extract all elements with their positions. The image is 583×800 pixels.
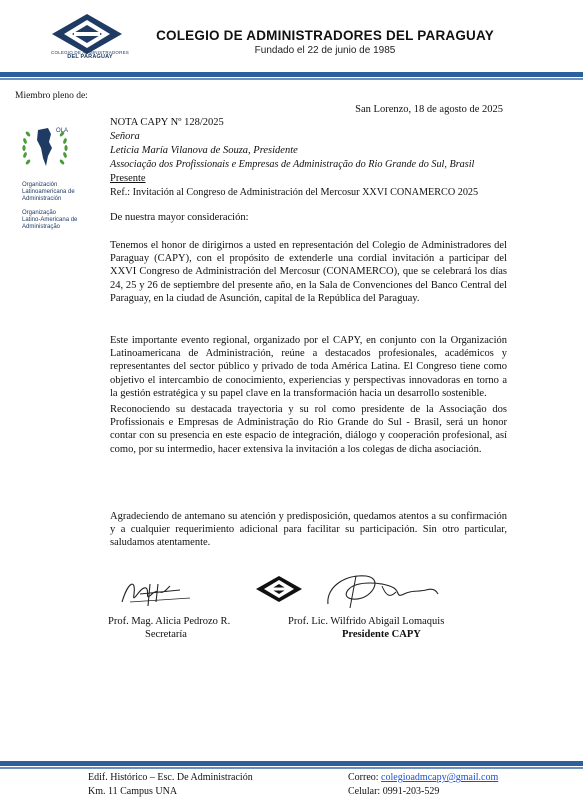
ola-pt-line2: Latino-Americana de [22,216,78,223]
ola-logo [18,122,80,174]
ola-name-es [22,182,102,202]
paragraph-4: Agradeciendo de antemano su atención y predisposición, quedamos atentos a su confirmación y a cualquier requerimiento adicional para facilitar su participación. Sin otro particular, saludamos atentamente. [110,511,507,549]
footer-email-label: Correo: [348,772,382,783]
reference-line: Ref.: Invitación al Congreso de Administración del Mercosur XXVI CONAMERCO 2025 [110,187,479,198]
ola-es-line3: Administración [22,195,62,202]
capy-logo [52,14,122,54]
logo-caption-line1: COLEGIO DE ADMINISTRADORES [51,50,129,55]
footer-email-link[interactable]: colegioadmcapy@gmail.com [381,772,499,783]
recipient-name: Leticia María Vilanova de Souza, Presidente [110,145,298,156]
secretary-name: Prof. Mag. Alicia Pedrozo R. [108,616,231,627]
footer-email-line [348,772,498,783]
footer-phone: Celular: 0991-203-529 [348,786,440,797]
president-name: Prof. Lic. Wilfrido Abigail Lomaquis [288,616,445,627]
member-label: Miembro pleno de: [15,91,88,101]
paragraph-1: Tenemos el honor de dirigirnos a usted en representación del Colegio de Administradores del Paraguay (CAPY), con el propósito de extenderle una cordial invitación a participar del XXVI Congreso de Administración del Mercosur (CONAMERCO), que se celebrará los días 24, 25 y 26 de septiembre del presente año, en la Sala de Convenciones del Banco Central del Paraguay, en la ciudad de Asunción, capital de la República del Paraguay. [110,240,507,304]
president-title: Presidente CAPY [342,629,421,640]
paragraph-2: Este importante evento regional, organizado por el CAPY, en conjunto con la Organización Latinoamericana de Administración, reúne a destacados profesionales, académicos y representantes del sector público y privado de toda América Latina. El Congreso tiene como objetivo el intercambio de conocimiento, experiencias y perspectivas innovadoras en torno a la gestión estratégica y su papel clave en la transformación hacia un desarrollo sostenible. [110,335,507,399]
ola-es-line1: Organización [22,182,58,188]
ola-logo-text: OLA [56,128,69,134]
ola-name-pt [22,210,102,230]
capy-seal [256,576,302,602]
ola-es-line2: Latinoamericana de [22,188,75,195]
salutation: Señora [110,131,140,142]
footer-rule [0,761,583,766]
secretary-title: Secretaría [145,629,187,640]
header-rule [0,72,583,77]
header-rule-thin [0,78,583,80]
letter-date: San Lorenzo, 18 de agosto de 2025 [355,104,503,115]
footer-address-2: Km. 11 Campus UNA [88,786,178,797]
presente: Presente [110,173,146,184]
org-title: COLEGIO DE ADMINISTRADORES DEL PARAGUAY [156,28,494,43]
footer-rule-thin [0,767,583,769]
ola-pt-line3: Administração [22,223,61,230]
note-number: NOTA CAPY Nº 128/2025 [110,117,224,128]
recipient-organization: Associação dos Profissionais e Empresas de Administração do Rio Grande do Sul, Brasil [110,159,475,170]
paragraph-3: Reconociendo su destacada trayectoria y su rol como presidente de la Associação dos Profissionais e Empresas de Administração do Rio Grande do Sul - Brasil, será un honor contar con su presencia en este espacio de integración, diálogo y cooperación profesional, así como, por su intermedio, hacer extensiva la invitación a los colegas de dicha asociación. [110,404,507,455]
logo-caption-line2: DEL PARAGUAY [67,54,113,60]
footer-address-1: Edif. Histórico – Esc. De Administración [88,772,253,783]
logo-caption [40,50,140,60]
president-signature [322,568,442,612]
secretary-signature [110,572,200,612]
greeting: De nuestra mayor consideración: [110,212,249,223]
org-founded: Fundado el 22 de junio de 1985 [254,45,396,56]
ola-pt-line1: Organização [22,210,57,216]
